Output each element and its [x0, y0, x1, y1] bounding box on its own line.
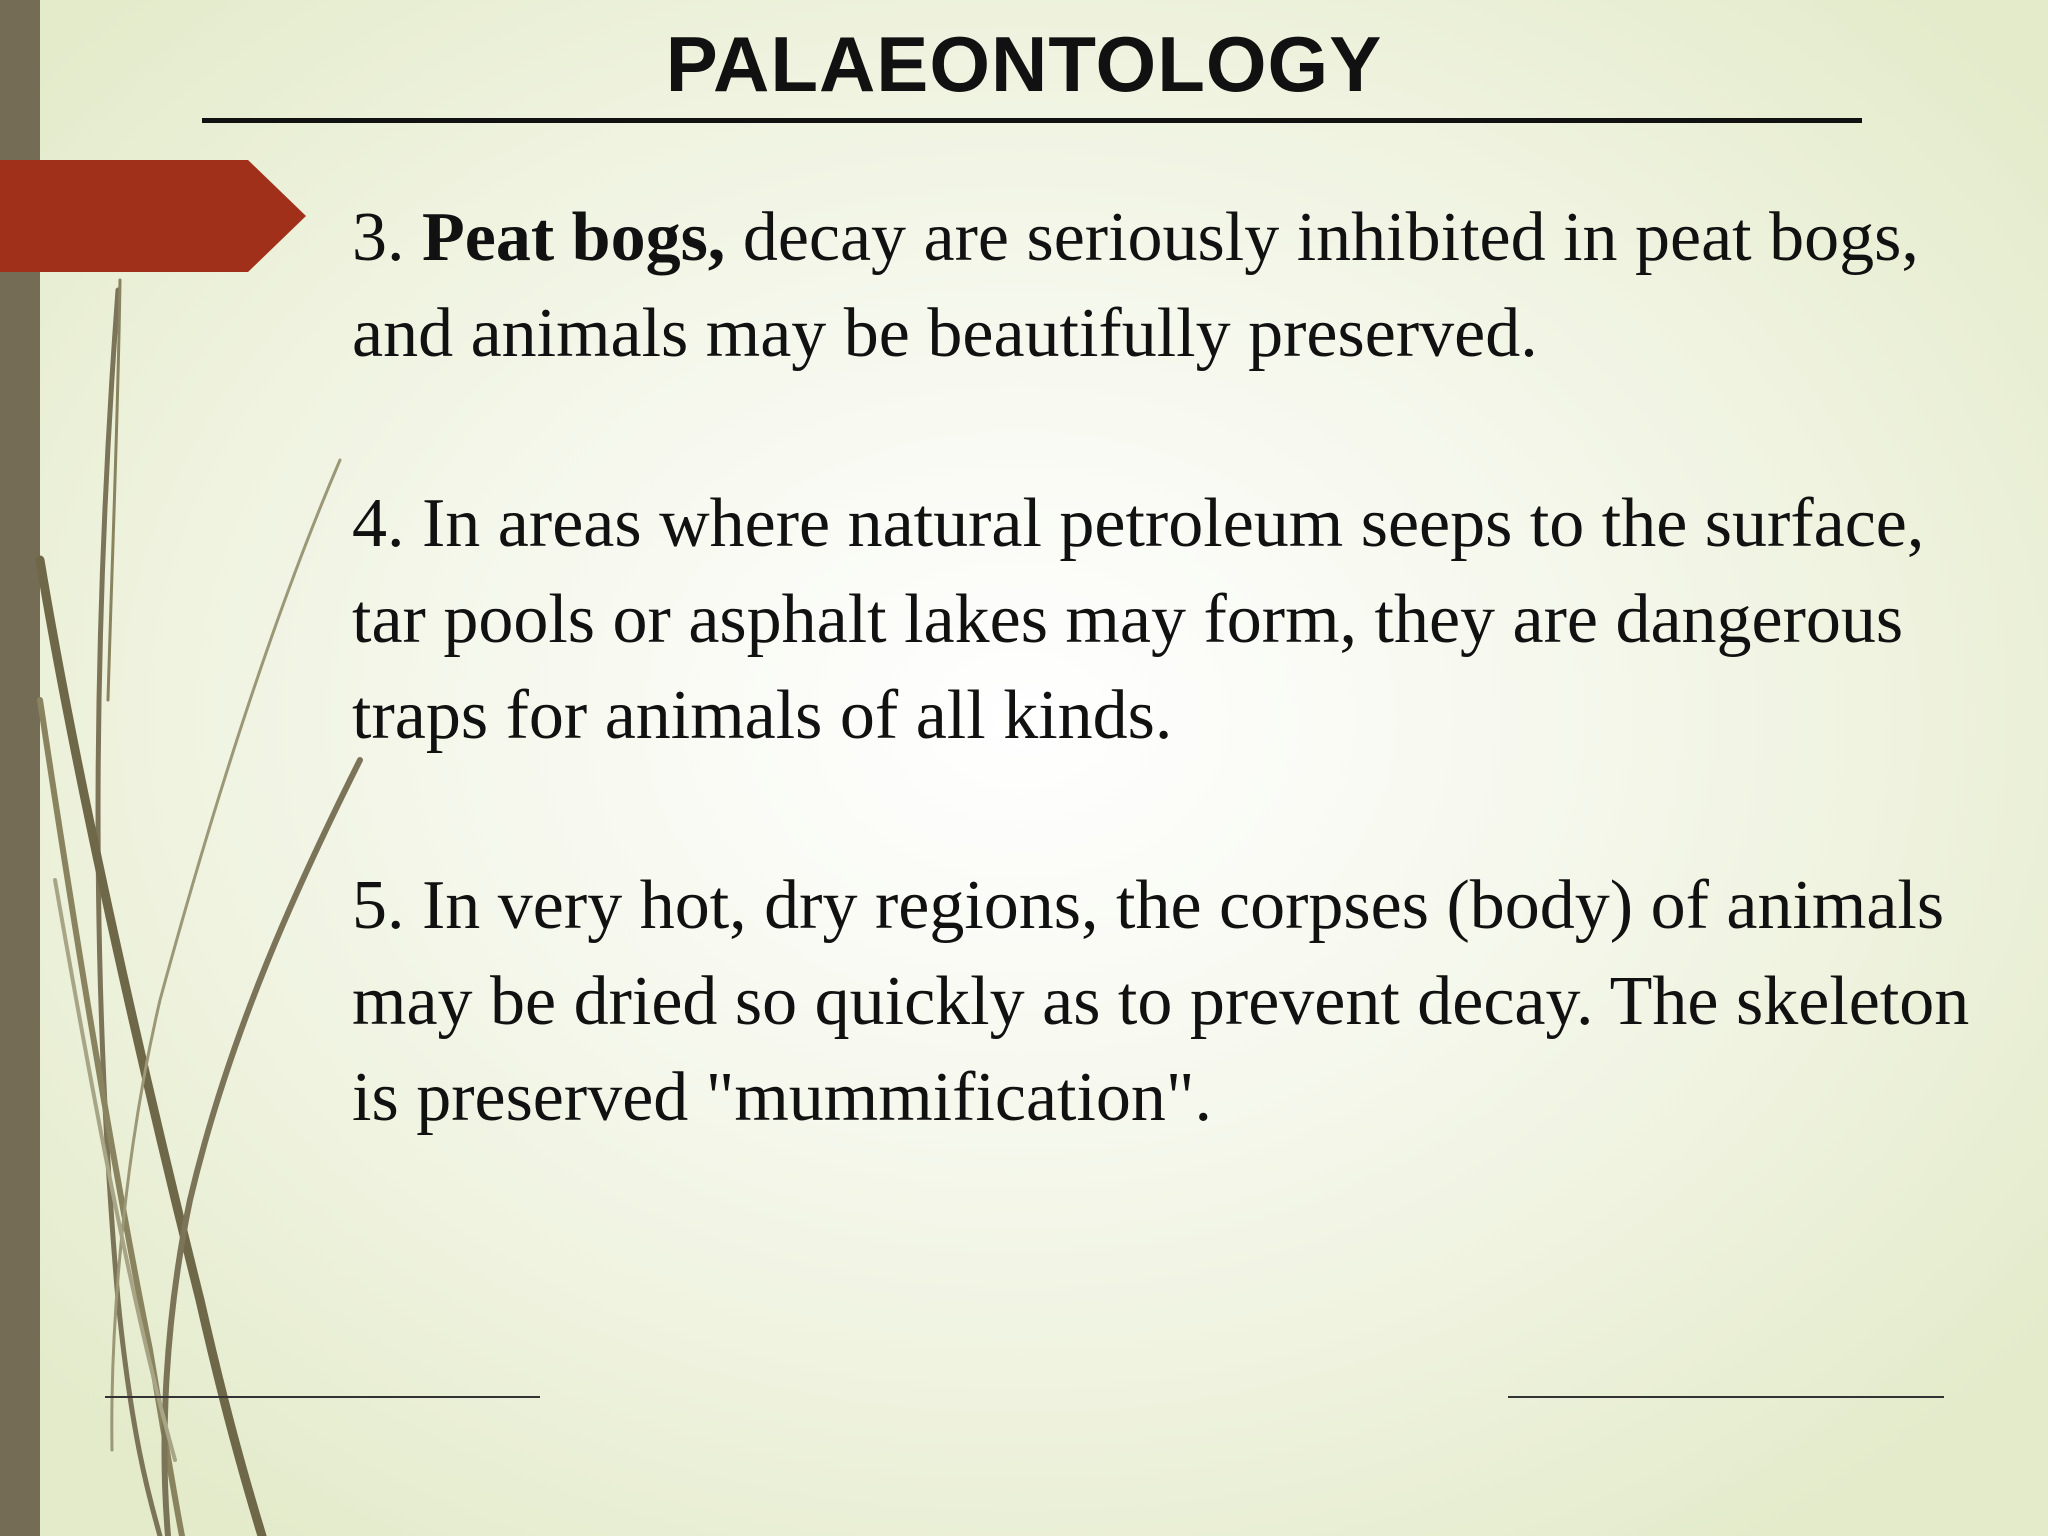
- footer-line-right: [1508, 1396, 1944, 1398]
- paragraph-number: 3.: [352, 199, 405, 276]
- slide-content: [352, 190, 1972, 1240]
- paragraph-mummification: [352, 858, 1972, 1146]
- paragraph-number: 5.: [352, 867, 405, 944]
- arrow-tab-icon: [0, 160, 308, 272]
- paragraph-text: In areas where natural petroleum seeps to the surface, tar pools or asphalt lakes may form, they are dangerous traps for animals of all kinds.: [352, 485, 1925, 754]
- footer-line-left: [105, 1396, 540, 1398]
- paragraph-text: decay are seriously inhibited in peat bogs, and animals may be beautifully preserved.: [352, 199, 1919, 372]
- paragraph-tar-pools: [352, 476, 1972, 764]
- paragraph-peat-bogs: [352, 190, 1972, 382]
- paragraph-heading: Peat bogs,: [422, 199, 726, 276]
- title-underline: [202, 118, 1862, 123]
- paragraph-number: 4.: [352, 485, 405, 562]
- slide-title: PALAEONTOLOGY: [665, 20, 1383, 108]
- paragraph-text: In very hot, dry regions, the corpses (body) of animals may be dried so quickly as to prevent decay. The skeleton is preserved "mummification".: [352, 867, 1970, 1136]
